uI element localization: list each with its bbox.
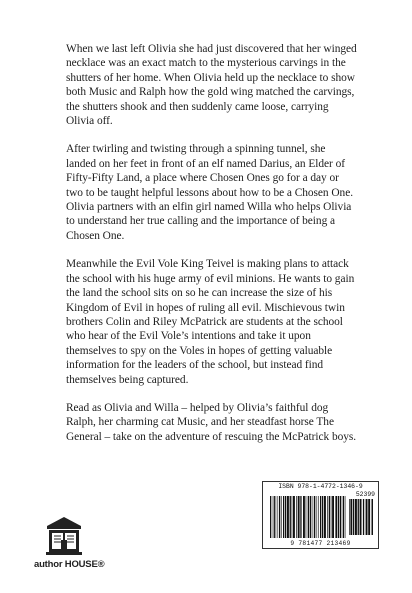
- barcode-bar: [327, 496, 328, 538]
- barcode-bar: [300, 496, 301, 538]
- barcode-bar: [331, 496, 332, 538]
- price-code: 52399: [355, 491, 375, 498]
- barcode-bar: [277, 496, 278, 538]
- barcode-bar: [338, 496, 339, 538]
- barcode-bar: [283, 496, 284, 538]
- barcode-bar: [290, 496, 291, 538]
- barcode-bar: [340, 496, 341, 538]
- back-cover-blurb: [66, 42, 358, 458]
- barcode-bar: [312, 496, 313, 538]
- barcode-bar: [298, 496, 300, 538]
- barcode-bar: [296, 496, 297, 538]
- barcode-bar: [355, 499, 357, 535]
- barcode-bar: [270, 496, 271, 538]
- barcode-bar: [324, 496, 326, 538]
- barcode-bar: [306, 496, 307, 538]
- barcode-bar: [363, 499, 364, 535]
- blurb-paragraph-3: Meanwhile the Evil Vole King Teivel is making plans to attack the school with his huge army of evil minions. He wants to gain the land the school sits on so he can increase the size of his Kingdom of Evil in hopes of ruling all evil. Mischievous twin brothers Colin and Riley McPatrick are students at the school who hear of the Evil Vole’s intentions and take it upon themselves to spy on the Voles in hopes of getting valuable information for the leaders of the school, but instead find themselves being captured.: [66, 258, 355, 386]
- barcode-bar: [273, 496, 274, 538]
- barcode-bar: [303, 496, 305, 538]
- barcode-bar: [332, 496, 334, 538]
- barcode-bar: [372, 499, 374, 535]
- barcode-bar: [274, 496, 275, 538]
- barcode-bar: [368, 499, 370, 535]
- ean-digits: 9 781477 213469: [290, 540, 351, 547]
- barcode-bar: [343, 496, 344, 538]
- barcode-bar: [322, 496, 323, 538]
- barcode-bar: [287, 496, 289, 538]
- barcode-bar: [308, 496, 309, 538]
- publisher-name: author HOUSE®: [34, 559, 105, 570]
- addon-barcode-bars: [349, 499, 373, 535]
- barcode-bar: [316, 496, 317, 538]
- book-house-logo-icon: [46, 516, 82, 556]
- barcode-bar: [292, 496, 293, 538]
- barcode-bar: [353, 499, 354, 535]
- barcode-bar: [281, 496, 282, 538]
- barcode-bar: [349, 499, 350, 535]
- barcode-bar: [360, 499, 362, 535]
- barcode-bar: [358, 499, 359, 535]
- barcode-bar: [314, 496, 315, 538]
- blurb-paragraph-1: When we last left Olivia she had just discovered that her winged necklace was an exact match to the mysterious carvings in the shutters of her home. When Olivia held up the necklace to show both Music and Ralph how the gold wing matched the carvings, the shutters shook and then suddenly came loose, carrying Olivia off.: [66, 43, 357, 128]
- barcode-bar: [279, 496, 280, 538]
- blurb-paragraph-2: After twirling and twisting through a spinning tunnel, she landed on her feet in front of an elf named Darius, an Elder of Fifty-Fifty Land, a place where Chosen Ones go for a day or two to be taught helpful lessons about how to be a Chosen One. Olivia partners with an elfin girl named Willa who helps Olivia to understand her true calling and the importance of being a Chosen One.: [66, 143, 354, 242]
- barcode-bar: [310, 496, 311, 538]
- barcode-bar: [320, 496, 321, 538]
- isbn-number: ISBN 978-1-4772-1346-9: [278, 483, 363, 490]
- blurb-paragraph-4: Read as Olivia and Willa – helped by Olivia’s faithful dog Ralph, her charming cat Music, and her steadfast horse The General – take on the adventure of rescuing the McPatrick boys.: [66, 401, 357, 443]
- publisher-logo: [34, 516, 106, 576]
- barcode-bar: [329, 496, 330, 538]
- barcode-bar: [366, 499, 368, 535]
- barcode-bar: [350, 499, 352, 535]
- barcode-bar: [285, 496, 286, 538]
- barcode-bar: [345, 496, 346, 538]
- barcode-bar: [335, 496, 337, 538]
- barcode-bar: [293, 496, 295, 538]
- ean-barcode-bars: [270, 496, 346, 538]
- isbn-barcode: [262, 481, 379, 549]
- barcode-bar: [318, 496, 319, 538]
